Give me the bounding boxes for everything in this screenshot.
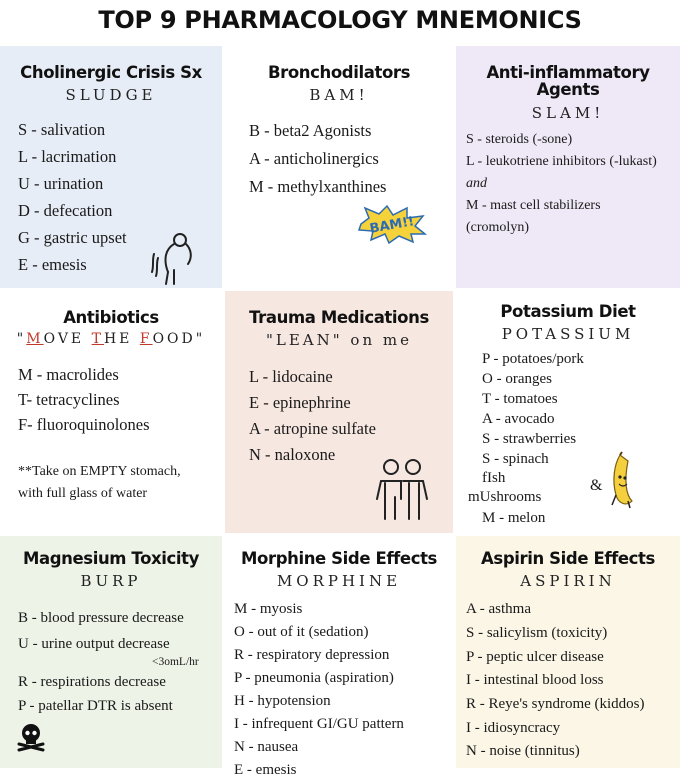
list-item: A - asthma — [466, 601, 531, 617]
list-item: P - patellar DTR is absent — [18, 698, 173, 714]
cell-trauma — [225, 291, 453, 533]
list-item: E - emesis — [18, 255, 87, 274]
cell-cholinergic — [0, 46, 222, 288]
mnemonic-letter-f: F — [139, 331, 153, 347]
mnemonic-part: OVE — [43, 331, 92, 347]
list-item: M - methylxanthines — [249, 177, 387, 196]
list-item: G - gastric upset — [18, 228, 127, 247]
mnemonic: MORPHINE — [276, 572, 402, 590]
list-item: M - mast cell stabilizers — [466, 198, 601, 213]
list-item: M - myosis — [234, 601, 303, 617]
mnemonic: BAM! — [309, 86, 369, 104]
list-item: L - leukotriene inhibitors (-lukast) — [466, 154, 657, 169]
cell-antiinflammatory — [456, 46, 680, 288]
list-item: I - infrequent GI/GU pattern — [234, 716, 404, 732]
list-item: S - steroids (-sone) — [466, 132, 573, 147]
mnemonic-letter-m: M — [26, 331, 44, 347]
cell-aspirin — [456, 536, 680, 768]
list-item: I - intestinal blood loss — [466, 672, 604, 688]
cell-title: Magnesium Toxicity — [22, 549, 200, 568]
mnemonic-letter-t: T — [91, 331, 104, 347]
cell-morphine — [225, 536, 453, 778]
list-item: L - lidocaine — [249, 367, 333, 386]
cell-title: Trauma Medications — [249, 308, 429, 327]
mnemonic: "LEAN" on me — [266, 331, 412, 349]
two-people-icon — [373, 457, 431, 523]
note-line: with full glass of water — [18, 486, 148, 501]
list-item: and — [466, 176, 487, 191]
mnemonic: ASPIRIN — [520, 572, 616, 590]
mnemonic: SLUDGE — [65, 86, 157, 104]
list-item: R - Reye's syndrome (kiddos) — [466, 696, 645, 712]
cell-magnesium — [0, 536, 222, 768]
list-item: N - naloxone — [249, 445, 336, 464]
list-item: R - respiratory depression — [234, 647, 390, 663]
list-item: U - urination — [18, 174, 104, 193]
mnemonic: POTASSIUM — [501, 325, 635, 343]
note-line: **Take on EMPTY stomach, — [18, 464, 181, 479]
list-item: S - spinach — [482, 451, 549, 467]
list-item: A - anticholinergics — [249, 149, 379, 168]
list-item: R - respirations decrease — [18, 674, 166, 690]
list-item: A - avocado — [482, 411, 555, 427]
list-item: S - salicylism (toxicity) — [466, 625, 608, 641]
mnemonic: BURP — [80, 572, 142, 590]
list-item: F- fluoroquinolones — [18, 415, 150, 434]
list-item: U - urine output decrease — [18, 636, 170, 652]
cell-title: Aspirin Side Effects — [481, 549, 655, 568]
mnemonic-part: " — [16, 331, 27, 347]
list-item: S - strawberries — [482, 431, 577, 447]
list-item: D - defecation — [18, 201, 113, 220]
cell-title: Bronchodilators — [267, 63, 411, 82]
list-item: H - hypotension — [234, 693, 331, 709]
cell-title: Antibiotics — [63, 308, 159, 327]
list-item: M - macrolides — [18, 365, 119, 384]
list-item: P - pneumonia (aspiration) — [234, 670, 394, 686]
list-item: O - out of it (sedation) — [234, 624, 369, 640]
bam-text: BAM!! — [368, 214, 416, 237]
cell-potassium — [456, 291, 680, 533]
ampersand: & — [590, 477, 603, 494]
list-item: E - epinephrine — [249, 393, 351, 412]
list-item: E - emesis — [234, 762, 297, 778]
mnemonic-part: HE — [103, 331, 140, 347]
mnemonic-part: OOD" — [152, 331, 206, 347]
cell-title: Potassium Diet — [500, 302, 636, 321]
cell-antibiotics — [0, 291, 222, 533]
cell-title: Agents — [536, 80, 600, 99]
cell-title: Anti-inflammatory — [486, 63, 650, 82]
cell-title: Cholinergic Crisis Sx — [20, 63, 202, 82]
mnemonic — [0, 331, 222, 347]
vomiting-person-icon — [150, 228, 202, 286]
threshold-note: <3omL/hr — [152, 656, 199, 668]
cell-bronchodilators — [225, 46, 453, 288]
list-item: mUshrooms — [468, 489, 542, 505]
list-item: S - salivation — [18, 120, 106, 139]
page-title: TOP 9 PHARMACOLOGY MNEMONICS — [98, 6, 582, 34]
list-item: T - tomatoes — [482, 391, 558, 407]
list-item: P - peptic ulcer disease — [466, 649, 604, 665]
list-item: P - potatoes/pork — [482, 351, 584, 367]
list-item: fIsh — [482, 470, 506, 486]
list-item: O - oranges — [482, 371, 552, 387]
list-item: M - melon — [482, 510, 546, 526]
list-item: B - blood pressure decrease — [18, 610, 184, 626]
list-item: N - nausea — [234, 739, 299, 755]
list-item: N - noise (tinnitus) — [466, 743, 580, 759]
skull-crossbones-icon — [16, 722, 46, 752]
list-item: T- tetracyclines — [18, 390, 120, 409]
list-item: B - beta2 Agonists — [249, 121, 372, 140]
cell-title: Morphine Side Effects — [241, 549, 437, 568]
list-item: L - lacrimation — [18, 147, 117, 166]
mnemonic: SLAM! — [531, 104, 605, 122]
list-item: (cromolyn) — [466, 220, 529, 235]
banana-icon — [606, 451, 640, 509]
list-item: I - idiosyncracy — [466, 720, 561, 736]
list-item: A - atropine sulfate — [249, 419, 376, 438]
bam-burst-icon — [357, 204, 427, 244]
